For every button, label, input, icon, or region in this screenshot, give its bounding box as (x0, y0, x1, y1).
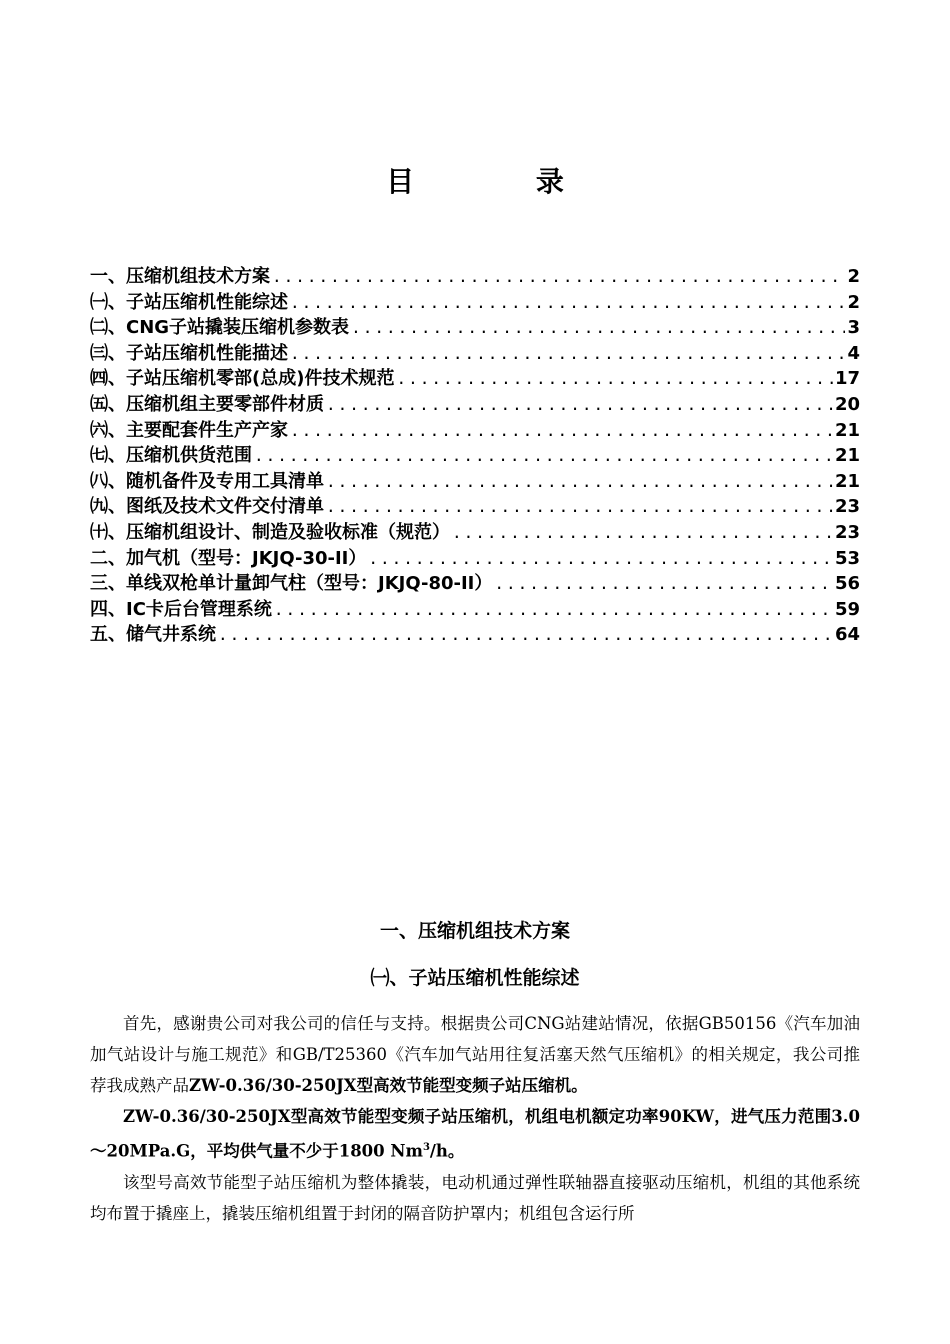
toc-leader-dots (290, 421, 833, 440)
toc-leader-dots (326, 472, 833, 491)
toc-leader-dots (290, 344, 845, 363)
section-heading: 一、压缩机组技术方案 (379, 920, 570, 942)
toc-entry[interactable] (90, 595, 860, 621)
toc-entry[interactable] (90, 467, 860, 493)
superscript-3: 3 (422, 1142, 430, 1153)
section-compressor-plan (90, 916, 860, 1229)
toc-entry[interactable] (90, 364, 860, 390)
recommended-model: ZW-0.36/30-250JX型高效节能型变频子站压缩机。 (189, 1076, 588, 1095)
toc-entry[interactable] (90, 313, 860, 339)
toc-entry-page: 23 (834, 496, 860, 518)
toc-entry-label: 五、储气井系统 (90, 624, 216, 646)
toc-leader-dots (326, 395, 833, 414)
spec-text: ZW-0.36/30-250JX型高效节能型变频子站压缩机，机组电机额定功率90KW，进气压力范围3.0～20MPa.G，平均供气量不少于1800 Nm (90, 1107, 860, 1161)
toc-entry-page: 21 (834, 445, 860, 467)
toc-entry-label: ㈣、子站压缩机零部(总成)件技术规范 (90, 368, 395, 390)
toc-entry[interactable] (90, 492, 860, 518)
toc-leader-dots (452, 523, 833, 542)
toc-entry-label: 四、IC卡后台管理系统 (90, 598, 272, 620)
toc-entry-label: ㈥、主要配套件生产产家 (90, 419, 288, 441)
toc-entry[interactable] (90, 518, 860, 544)
toc-entry[interactable] (90, 390, 860, 416)
toc-leader-dots (368, 549, 833, 568)
description-paragraph: 该型号高效节能型子站压缩机为整体撬装，电动机通过弹性联轴器直接驱动压缩机，机组的其他系统均布置于撬座上，撬装压缩机组置于封闭的隔音防护罩内；机组包含运行所 (90, 1172, 860, 1223)
toc-entry-page: 17 (834, 368, 860, 390)
toc-entry-label: ㈩、压缩机组设计、制造及验收标准（规范） (90, 521, 450, 543)
toc-entry-page: 3 (847, 317, 860, 339)
spec-paragraph (90, 1101, 860, 1167)
toc-entry-label: 二、加气机（型号：JKJQ-30-II） (90, 547, 367, 569)
toc-entry-page: 2 (847, 291, 860, 313)
toc-entry-page: 21 (834, 419, 860, 441)
toc-entry[interactable] (90, 262, 860, 288)
toc-entry[interactable] (90, 441, 860, 467)
toc-entry-label: ㈢、子站压缩机性能描述 (90, 342, 288, 364)
toc-entry[interactable] (90, 620, 860, 646)
intro-text: 首先，感谢贵公司对我公司的信任与支持。根据贵公司CNG站建站情况，依据GB50156《汽车加油加气站设计与施工规范》和GB/T25360《汽车加气站用往复活塞天然气压缩机》的相关规定，我公司推荐我成熟产品 (90, 1014, 860, 1095)
toc-entry-page: 23 (834, 521, 860, 543)
toc-entry-page: 56 (834, 573, 860, 595)
table-of-contents (90, 262, 860, 646)
toc-entry-page: 59 (834, 598, 860, 620)
toc-entry-label: 一、压缩机组技术方案 (90, 266, 270, 287)
toc-entry-label: ㈨、图纸及技术文件交付清单 (90, 496, 324, 518)
toc-leader-dots (326, 497, 833, 516)
toc-entry[interactable] (90, 416, 860, 442)
spec-unit: /h。 (429, 1141, 465, 1161)
toc-title: 目 录 (386, 165, 620, 198)
toc-entry[interactable] (90, 339, 860, 365)
toc-entry-label: ㈧、随机备件及专用工具清单 (90, 470, 324, 492)
toc-leader-dots (274, 600, 833, 619)
subsection-heading: ㈠、子站压缩机性能综述 (370, 967, 580, 989)
toc-entry-page: 53 (834, 547, 860, 569)
toc-entry[interactable] (90, 544, 860, 570)
toc-leader-dots (494, 574, 833, 593)
toc-entry-label: ㈡、CNG子站撬装压缩机参数表 (90, 317, 350, 339)
toc-entry-page: 2 (847, 266, 860, 287)
toc-entry[interactable] (90, 569, 860, 595)
toc-entry-page: 4 (847, 342, 860, 364)
toc-leader-dots (272, 267, 845, 286)
toc-leader-dots (290, 293, 845, 312)
toc-entry[interactable] (90, 288, 860, 314)
toc-entry-page: 21 (834, 470, 860, 492)
toc-leader-dots (218, 625, 833, 644)
toc-entry-page: 20 (834, 393, 860, 415)
toc-entry-label: 三、单线双枪单计量卸气柱（型号：JKJQ-80-II） (90, 573, 493, 595)
toc-leader-dots (254, 446, 833, 465)
toc-entry-page: 64 (834, 624, 860, 646)
toc-leader-dots (351, 318, 845, 337)
toc-leader-dots (396, 369, 832, 388)
toc-entry-label: ㈦、压缩机供货范围 (90, 445, 252, 467)
toc-entry-label: ㈤、压缩机组主要零部件材质 (90, 393, 324, 415)
intro-paragraph (90, 1008, 860, 1101)
toc-entry-label: ㈠、子站压缩机性能综述 (90, 291, 288, 313)
